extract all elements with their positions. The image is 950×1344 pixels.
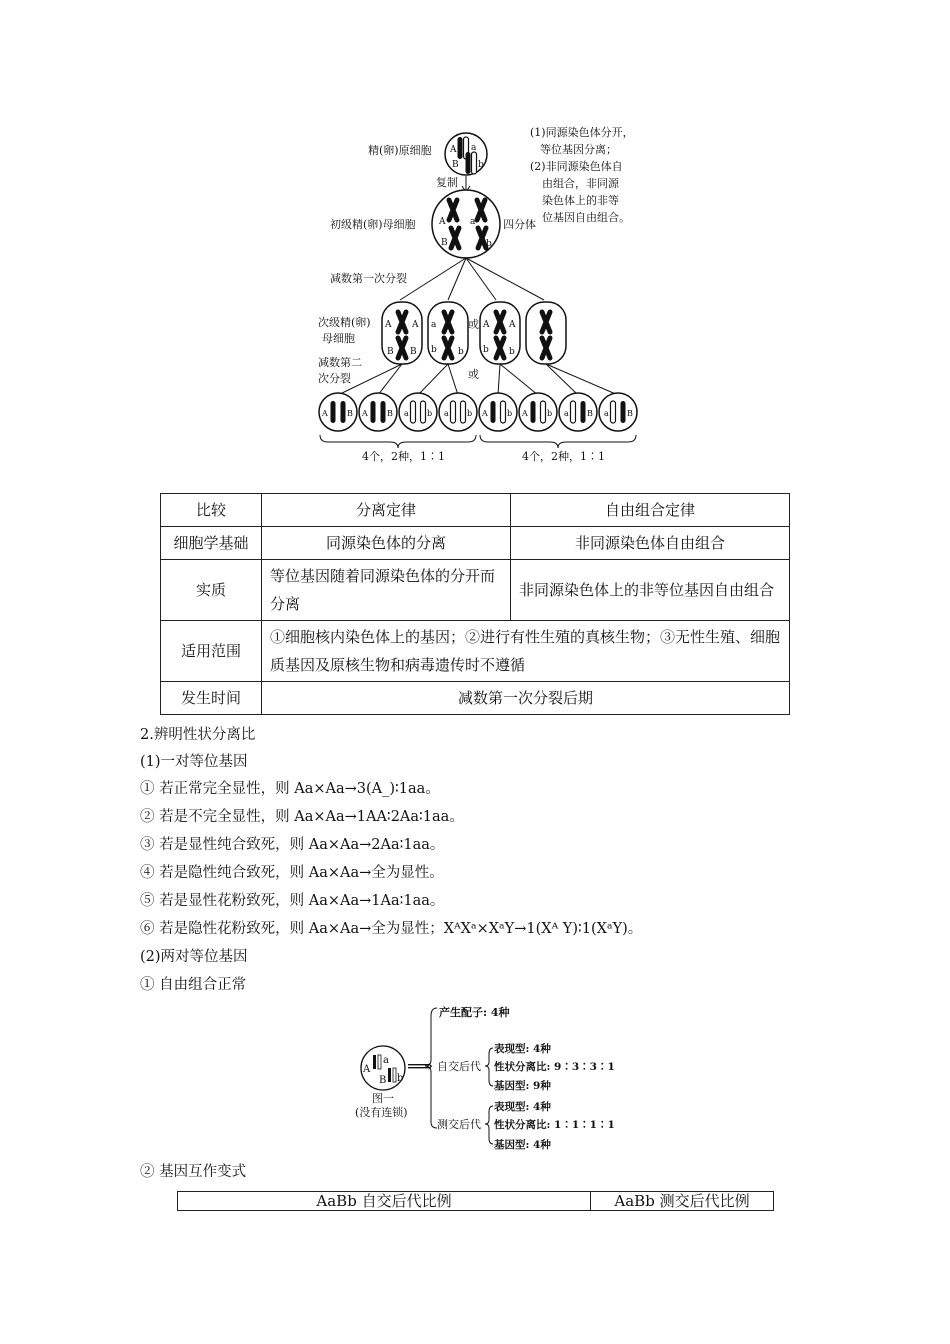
svg-text:A: A (450, 145, 457, 155)
table-row (161, 560, 790, 621)
figure-caption-sub: (没有连锁) (355, 1106, 408, 1119)
self-cross-label: 自交后代 (437, 1060, 481, 1073)
svg-text:A: A (509, 320, 516, 330)
svg-text:b: b (397, 1073, 404, 1084)
test-ratio: 性状分离比: 1∶1∶1∶1 (494, 1119, 615, 1131)
row-label: 实质 (161, 560, 262, 621)
table-row (161, 682, 790, 715)
table-cell: 同源染色体的分离 (262, 527, 511, 560)
svg-text:A: A (439, 217, 446, 227)
self-cross-brace (485, 1048, 493, 1086)
label-replication: 复制 (436, 176, 458, 189)
svg-text:b: b (427, 409, 433, 418)
svg-text:a: a (383, 1055, 389, 1066)
label-primordial: 精(卵)原细胞 (368, 144, 432, 157)
row-label: 细胞学基础 (161, 527, 262, 560)
svg-text:B: B (587, 409, 593, 418)
subsection-one-pair: (1)一对等位基因 (140, 754, 248, 770)
brace-left (320, 435, 476, 448)
note-line-2: 等位基因分离； (540, 143, 617, 156)
svg-text:b: b (483, 345, 489, 355)
label-result-left: 4个，2种，1∶1 (362, 450, 445, 463)
free-combination-diagram (355, 1000, 615, 1160)
test-genotype: 基因型: 4种 (494, 1139, 551, 1151)
table-row (161, 621, 790, 682)
svg-text:B: B (452, 160, 459, 170)
svg-text:a: a (444, 409, 449, 418)
svg-text:a: a (404, 409, 409, 418)
self-ratio: 性状分离比: 9∶3∶3∶1 (494, 1061, 615, 1073)
svg-text:a: a (431, 320, 437, 330)
gametes-label: 产生配子: 4种 (439, 1006, 510, 1019)
svg-text:b: b (547, 409, 553, 418)
item-free-combination: ① 自由组合正常 (140, 977, 247, 993)
table-cell: 非同源染色体上的非等位基因自由组合 (511, 560, 790, 621)
note-line-5: 染色体上的非等 (542, 194, 619, 207)
self-phenotype: 表现型: 4种 (494, 1043, 551, 1055)
label-tetrad: 四分体 (503, 218, 536, 231)
svg-text:B: B (410, 347, 417, 357)
meiosis-diagram (300, 120, 660, 465)
svg-text:B: B (347, 409, 353, 418)
svg-text:A: A (412, 320, 419, 330)
svg-text:B: B (441, 238, 448, 248)
svg-text:a: a (604, 409, 609, 418)
test-cross-brace (485, 1106, 493, 1144)
svg-text:a: a (564, 409, 569, 418)
svg-text:b: b (478, 160, 484, 170)
svg-text:b: b (486, 239, 492, 249)
svg-text:A: A (363, 1064, 371, 1075)
label-meiosis1: 减数第一次分裂 (330, 272, 407, 285)
svg-text:B: B (387, 409, 393, 418)
svg-text:B: B (627, 409, 633, 418)
note-line-3: (2)非同源染色体自 (530, 160, 623, 173)
table-header-row (161, 494, 790, 527)
rule-item-3: ③ 若是显性纯合致死，则 Aa×Aa→2Aa∶1aa。 (140, 837, 445, 853)
table-cell: 减数第一次分裂后期 (262, 682, 790, 715)
svg-text:A: A (522, 409, 528, 418)
rule-item-6: ⑥ 若是隐性花粉致死，则 Aa×Aa→全为显性；XᴬXᵃ×XᵃY→1(Xᴬ Y)∶1(XᵃY)。 (140, 921, 643, 937)
note-line-6: 位基因自由组合。 (542, 211, 630, 224)
table-row (161, 527, 790, 560)
header-cell: 比较 (161, 494, 262, 527)
svg-text:A: A (322, 409, 328, 418)
rule-item-5: ⑤ 若是显性花粉致死，则 Aa×Aa→1Aa∶1aa。 (140, 893, 445, 909)
note-line-1: (1)同源染色体分开， (530, 126, 634, 139)
label-result-right: 4个，2种，1∶1 (522, 450, 605, 463)
svg-text:a: a (470, 217, 476, 227)
svg-text:A: A (482, 409, 488, 418)
svg-text:b: b (509, 347, 515, 357)
test-cross-label: 测交后代 (437, 1118, 481, 1131)
svg-text:a: a (471, 143, 477, 153)
label-primary: 初级精(卵)母细胞 (330, 218, 416, 231)
svg-text:B: B (379, 1075, 387, 1086)
label-or-2: 或 (468, 368, 479, 381)
figure-caption: 图一 (372, 1092, 394, 1105)
svg-text:A: A (483, 320, 490, 330)
label-secondary-2: 母细胞 (322, 332, 355, 345)
svg-text:A: A (385, 320, 392, 330)
row-label: 适用范围 (161, 621, 262, 682)
ratio-table (177, 1191, 774, 1211)
note-line-4: 由组合，非同源 (542, 177, 619, 190)
subsection-two-pairs: (2)两对等位基因 (140, 949, 248, 965)
svg-text:b: b (458, 347, 464, 357)
svg-text:b: b (467, 409, 473, 418)
comparison-table (160, 493, 790, 715)
label-meiosis2-2: 次分裂 (318, 372, 351, 385)
table-header-row (178, 1192, 774, 1211)
header-cell: 自由组合定律 (511, 494, 790, 527)
label-or-1: 或 (468, 318, 479, 331)
label-meiosis2-1: 减数第二 (318, 356, 362, 369)
section-title: 2.辨明性状分离比 (140, 727, 256, 743)
table-cell: 等位基因随着同源染色体的分开而分离 (262, 560, 511, 621)
rule-item-1: ① 若正常完全显性，则 Aa×Aa→3(A_)∶1aa。 (140, 781, 440, 797)
header-cell: AaBb 测交后代比例 (591, 1192, 774, 1211)
table-cell: ①细胞核内染色体上的基因；②进行有性生殖的真核生物；③无性生殖、细胞质基因及原核生物和病毒遗传时不遵循 (262, 621, 790, 682)
svg-text:B: B (387, 347, 394, 357)
self-genotype: 基因型: 9种 (494, 1080, 551, 1092)
svg-text:A: A (362, 409, 368, 418)
header-cell: 分离定律 (262, 494, 511, 527)
table-cell: 非同源染色体自由组合 (511, 527, 790, 560)
rule-item-2: ② 若是不完全显性，则 Aa×Aa→1AA∶2Aa∶1aa。 (140, 809, 464, 825)
item-gene-interaction: ② 基因互作变式 (140, 1164, 247, 1180)
svg-text:b: b (431, 345, 437, 355)
svg-text:b: b (507, 409, 513, 418)
header-cell: AaBb 自交后代比例 (178, 1192, 591, 1211)
double-arrow-icon: ⟹ (407, 1056, 433, 1077)
brace-right (480, 435, 636, 448)
label-secondary-1: 次级精(卵) (318, 316, 371, 329)
rule-item-4: ④ 若是隐性纯合致死，则 Aa×Aa→全为显性。 (140, 865, 444, 881)
row-label: 发生时间 (161, 682, 262, 715)
test-phenotype: 表现型: 4种 (494, 1101, 551, 1113)
